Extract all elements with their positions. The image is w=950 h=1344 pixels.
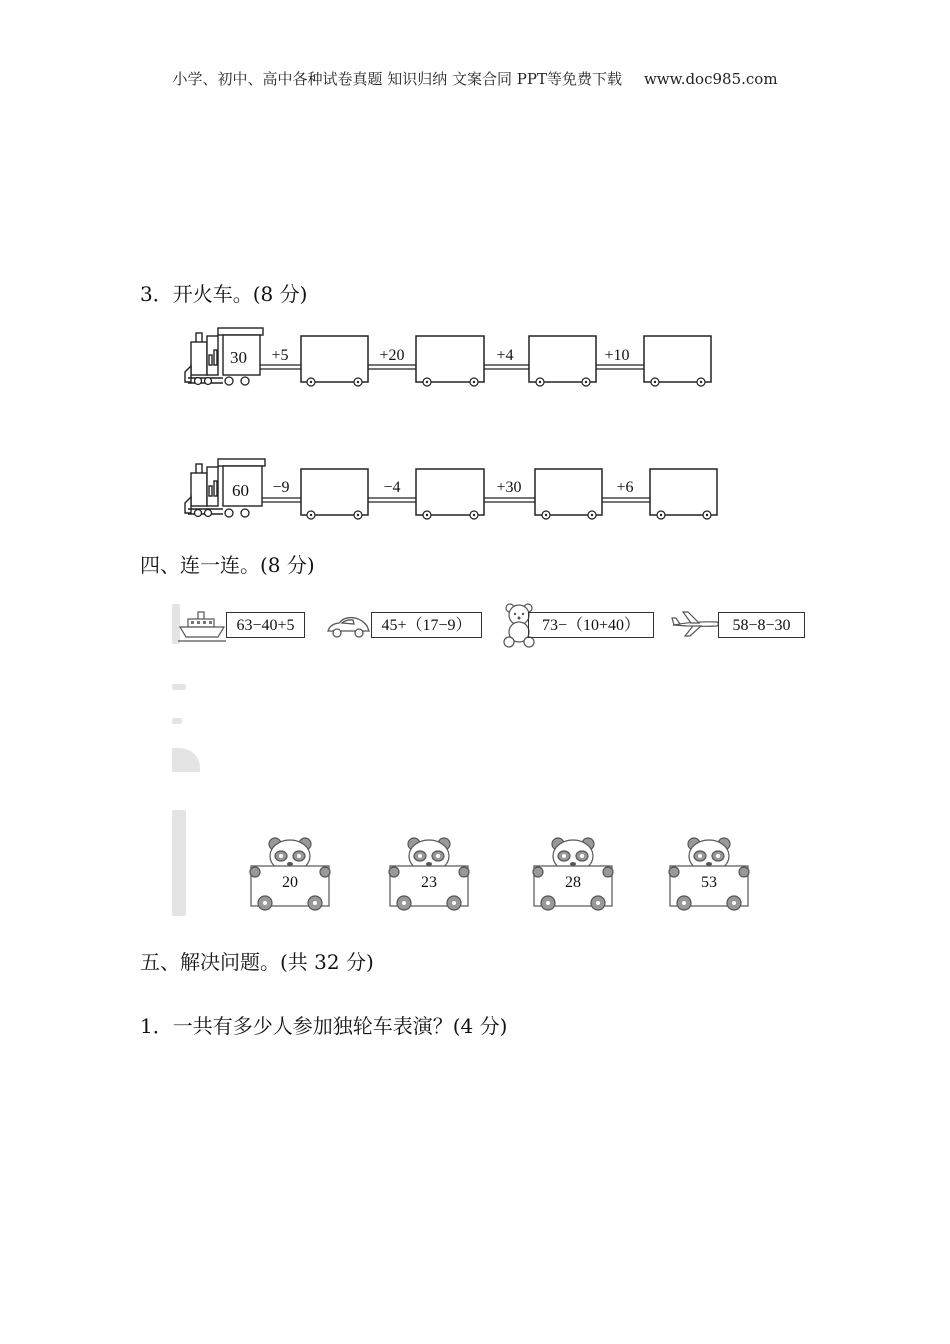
train-1-car-1 — [301, 336, 368, 382]
train-1-op-3: +4 — [496, 347, 514, 364]
section-4-title: 四、连一连。(8 分) — [140, 553, 315, 577]
header-url: www.doc985.com — [643, 70, 778, 88]
train-2-car-1 — [301, 469, 368, 515]
cowcatcher — [185, 366, 191, 382]
train-1-start-value: 30 — [230, 348, 247, 367]
scan-shading — [172, 810, 186, 916]
train-2-op-2: −4 — [383, 479, 401, 496]
panda-value: 28 — [565, 874, 581, 891]
expression-box-2[interactable]: 45+（17−9） — [371, 612, 482, 638]
cab-roof — [218, 328, 263, 335]
panda-card-2[interactable] — [386, 836, 472, 914]
expression-box-1[interactable]: 63−40+5 — [226, 612, 305, 638]
question-3-title: 3．开火车。(8 分) — [140, 282, 308, 306]
train-2-car-4 — [650, 469, 717, 515]
page-header — [0, 68, 950, 89]
train-1 — [183, 322, 783, 392]
train-2-start-value: 60 — [232, 481, 249, 500]
train-1-op-1: +5 — [271, 347, 289, 364]
train-2-car-2 — [416, 469, 484, 515]
train-1-car-4 — [644, 336, 711, 382]
panda-row — [245, 836, 765, 916]
ship-icon — [176, 606, 228, 650]
question-5-1-title: 1．一共有多少人参加独轮车表演？(4 分) — [140, 1014, 508, 1038]
scan-shading — [172, 718, 182, 724]
train-1-car-3 — [529, 336, 596, 382]
train-1-car-2 — [416, 336, 484, 382]
engine-front — [191, 342, 207, 375]
match-row — [172, 602, 812, 652]
panda-card-3[interactable] — [530, 836, 616, 914]
expression-box-4[interactable]: 58−8−30 — [718, 612, 805, 638]
section-5-title: 五、解决问题。(共 32 分) — [140, 950, 374, 974]
panda-value: 53 — [701, 874, 717, 891]
train-2-op-1: −9 — [272, 479, 290, 496]
train-2-car-3 — [535, 469, 602, 515]
panda-value: 23 — [421, 874, 437, 891]
car-icon — [325, 614, 371, 644]
scan-shading — [172, 748, 200, 772]
train-2-op-3: +30 — [496, 479, 522, 496]
expression-box-3[interactable]: 73−（10+40） — [528, 612, 654, 638]
panda-value: 20 — [282, 874, 298, 891]
train-2 — [183, 453, 783, 523]
train-2-op-4: +6 — [616, 479, 634, 496]
panda-card-4[interactable] — [666, 836, 752, 914]
train-1-op-4: +10 — [604, 347, 630, 364]
airplane-icon — [671, 610, 721, 642]
header-text: 小学、初中、高中各种试卷真题 知识归纳 文案合同 PPT等免费下载 — [172, 70, 622, 88]
panda-card-1[interactable] — [247, 836, 333, 914]
train-1-op-2: +20 — [379, 347, 405, 364]
scan-shading — [172, 684, 186, 690]
